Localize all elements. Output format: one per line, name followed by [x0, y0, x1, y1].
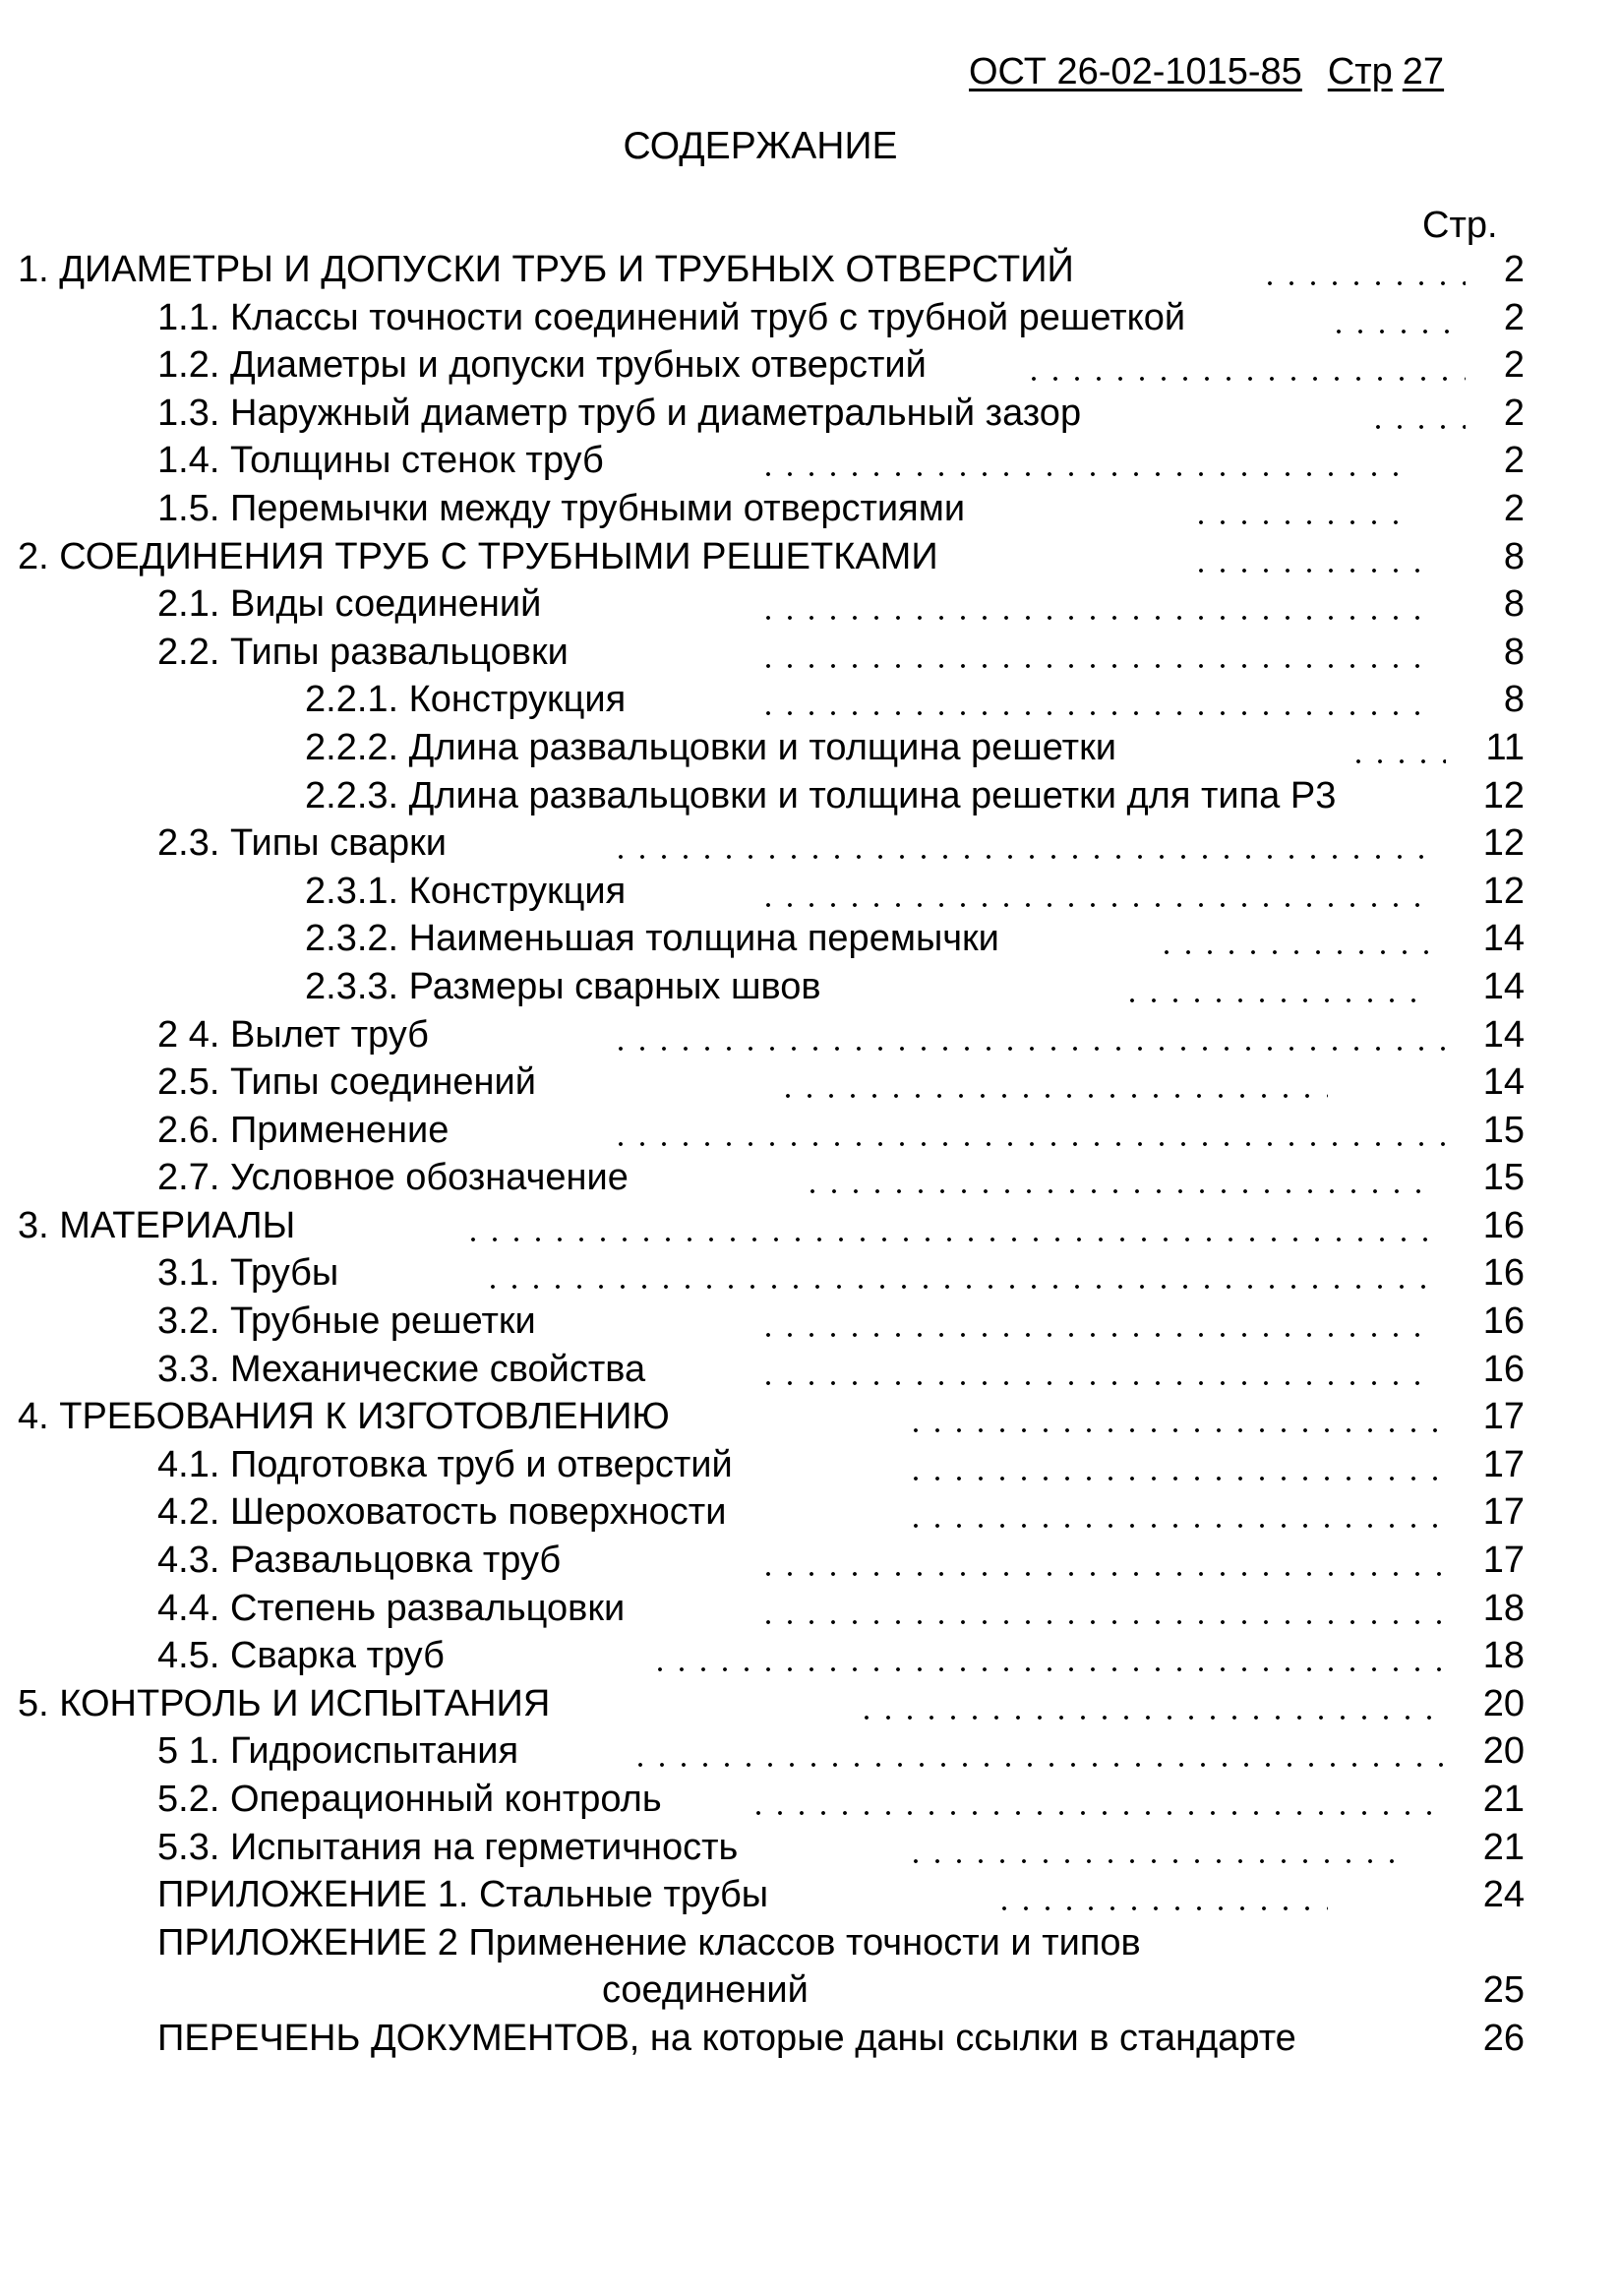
toc-entry-page: 21 — [1482, 1826, 1525, 1868]
dot-leader — [757, 1346, 1436, 1394]
toc-entry — [0, 390, 1619, 438]
toc-entry — [0, 1632, 1619, 1680]
toc-entry-page: 18 — [1482, 1587, 1525, 1629]
toc-entry — [0, 1537, 1619, 1585]
dot-leader — [777, 1058, 1328, 1107]
toc-entry — [0, 246, 1619, 294]
toc-entry — [0, 1824, 1619, 1872]
toc-entry-title: 1. ДИАМЕТРЫ И ДОПУСКИ ТРУБ И ТРУБНЫХ ОТВЕРСТИЙ — [18, 249, 1074, 290]
toc-entry — [0, 629, 1619, 677]
toc-entry-title: 1.5. Перемычки между трубными отверстиями — [157, 487, 966, 529]
toc-entry-page: 14 — [1482, 918, 1525, 960]
toc-entry — [0, 676, 1619, 724]
toc-entry — [0, 1202, 1619, 1250]
toc-entry-page: 12 — [1482, 774, 1525, 816]
dot-leader — [802, 1154, 1436, 1202]
toc-entry-title: 3. МАТЕРИАЛЫ — [18, 1204, 296, 1246]
dot-leader — [757, 676, 1436, 724]
toc-entry-page: 8 — [1503, 535, 1525, 577]
toc-entry — [0, 772, 1619, 820]
toc-entry-page: 8 — [1503, 679, 1525, 721]
toc-entry — [0, 963, 1619, 1011]
document-code: ОСТ 26-02-1015-85 — [969, 51, 1302, 92]
toc-entry — [0, 1776, 1619, 1824]
toc-entry-page: 17 — [1482, 1396, 1525, 1438]
toc-entry-page: 2 — [1503, 249, 1525, 290]
document-header — [969, 51, 1444, 93]
toc-entry-page: 12 — [1482, 870, 1525, 912]
toc-entry-title: 2.5. Типы соединений — [157, 1061, 536, 1104]
toc-entry-page: 2 — [1503, 344, 1525, 387]
dot-leader — [757, 629, 1436, 677]
toc-entry-title: 2.2.3. Длина развальцовки и толщина решетки для типа Р3 — [305, 774, 1337, 816]
toc-entry-title: 3.3. Механические свойства — [157, 1348, 646, 1390]
dot-leader — [757, 1537, 1456, 1585]
dot-leader — [905, 1441, 1446, 1489]
dot-leader — [1367, 390, 1466, 438]
dot-leader — [757, 1298, 1436, 1346]
toc-entry — [0, 1871, 1619, 1919]
toc-entry-page: 24 — [1482, 1874, 1525, 1916]
toc-entry-page: 17 — [1482, 1491, 1525, 1534]
toc-entry-page: 14 — [1482, 1061, 1525, 1104]
toc-entry-title: 2. СОЕДИНЕНИЯ ТРУБ С ТРУБНЫМИ РЕШЕТКАМИ — [18, 535, 938, 577]
toc-entry-title: 3.1. Трубы — [157, 1252, 339, 1295]
dot-leader — [610, 819, 1436, 868]
dot-leader — [905, 1488, 1446, 1537]
dot-leader — [856, 1680, 1436, 1728]
toc-entry-page: 21 — [1482, 1779, 1525, 1820]
toc-entry — [0, 341, 1619, 390]
toc-entry-title: 2 4. Вылет труб — [157, 1013, 429, 1056]
toc-entry-title: 2.3.3. Размеры сварных швов — [305, 965, 821, 1007]
toc-entry-title: 5.2. Операционный контроль — [157, 1779, 662, 1820]
page-label: Стр — [1327, 51, 1393, 92]
toc-entry-title: 1.4. Толщины стенок труб — [157, 440, 604, 482]
dot-leader — [462, 1202, 1436, 1250]
toc-entry-page: 2 — [1503, 392, 1525, 434]
toc-entry-page: 18 — [1482, 1635, 1525, 1677]
dot-leader — [610, 1011, 1446, 1059]
dot-leader — [610, 1107, 1446, 1155]
toc-entry-page: 2 — [1503, 296, 1525, 338]
dot-leader — [757, 437, 1407, 485]
toc-entry — [0, 1058, 1619, 1107]
toc-entry-page: 8 — [1503, 583, 1525, 626]
toc-entry-page: 16 — [1482, 1252, 1525, 1295]
dot-leader — [1190, 485, 1407, 533]
dot-leader — [649, 1632, 1456, 1680]
toc-entry — [0, 437, 1619, 485]
toc-entry — [0, 1154, 1619, 1202]
toc-entry-title: 5.3. Испытания на герметичность — [157, 1826, 739, 1868]
toc-entry-page: 20 — [1482, 1682, 1525, 1724]
toc-entry-title: 2.2.2. Длина развальцовки и толщина решетки — [305, 726, 1116, 768]
dot-leader — [757, 868, 1436, 916]
toc-entry-page: 17 — [1482, 1443, 1525, 1485]
toc-entry — [0, 533, 1619, 581]
dot-leader — [748, 1776, 1436, 1824]
page-number: 27 — [1402, 51, 1445, 92]
toc-entry-page: 12 — [1482, 822, 1525, 865]
toc-entry — [0, 1680, 1619, 1728]
toc-entry-title: ПЕРЕЧЕНЬ ДОКУМЕНТОВ, на которые даны ссылки в стандарте — [157, 2017, 1296, 2059]
dot-leader — [1259, 246, 1466, 294]
toc-entry-page: 15 — [1482, 1157, 1525, 1199]
dot-leader — [1023, 341, 1466, 390]
toc-entry — [0, 868, 1619, 916]
toc-entry-title: ПРИЛОЖЕНИЕ 1. Стальные трубы — [157, 1874, 769, 1916]
toc-entry-page: 17 — [1482, 1540, 1525, 1582]
dot-leader — [630, 1727, 1456, 1776]
toc-entry-page: 14 — [1482, 1013, 1525, 1056]
toc-entry-title: 4.5. Сварка труб — [157, 1635, 445, 1677]
toc-entry — [0, 294, 1619, 342]
toc-entry-title: 2.6. Применение — [157, 1109, 450, 1151]
dot-leader — [482, 1249, 1436, 1298]
page-column-heading: Стр. — [1422, 205, 1498, 246]
toc-entry-title: 1.2. Диаметры и допуски трубных отверстий — [157, 344, 927, 387]
toc-entry-page: 15 — [1482, 1109, 1525, 1151]
toc-entry-title: 5. КОНТРОЛЬ И ИСПЫТАНИЯ — [18, 1682, 551, 1724]
toc-entry-title: 2.1. Виды соединений — [157, 583, 542, 626]
toc-entry-title: соединений — [602, 1969, 809, 2012]
toc-entry-title: 1.1. Классы точности соединений труб с трубной решеткой — [157, 296, 1186, 338]
toc-entry-page: 16 — [1482, 1204, 1525, 1246]
dot-leader — [1348, 724, 1446, 772]
toc-entry — [0, 1298, 1619, 1346]
dot-leader — [993, 1871, 1328, 1919]
toc-entry — [0, 1011, 1619, 1059]
toc-entry-page: 14 — [1482, 965, 1525, 1007]
dot-leader — [1328, 294, 1466, 342]
toc-entry — [0, 1249, 1619, 1298]
toc-entry — [0, 2015, 1619, 2063]
dot-leader — [757, 580, 1436, 629]
toc-entry-page: 2 — [1503, 440, 1525, 482]
toc-entry-title: 3.2. Трубные решетки — [157, 1300, 536, 1343]
toc-entry-title: 4.3. Развальцовка труб — [157, 1540, 562, 1582]
dot-leader — [905, 1393, 1446, 1441]
dot-leader — [1190, 533, 1436, 581]
toc-entry-title: 4. ТРЕБОВАНИЯ К ИЗГОТОВЛЕНИЮ — [18, 1396, 670, 1438]
dot-leader — [1156, 915, 1436, 963]
toc-entry — [0, 1107, 1619, 1155]
toc-entry — [0, 1585, 1619, 1633]
dot-leader — [757, 1585, 1456, 1633]
toc-entry — [0, 1441, 1619, 1489]
table-of-contents — [0, 246, 1619, 2063]
dot-leader — [1121, 963, 1416, 1011]
toc-entry-page: 2 — [1503, 487, 1525, 529]
toc-entry-page: 11 — [1485, 726, 1525, 768]
toc-entry-title: 5 1. Гидроиспытания — [157, 1730, 519, 1773]
toc-entry-page: 26 — [1482, 2017, 1525, 2059]
toc-entry — [0, 1488, 1619, 1537]
toc-entry — [0, 724, 1619, 772]
toc-entry-page: 8 — [1503, 631, 1525, 673]
toc-entry-page: 25 — [1482, 1969, 1525, 2012]
toc-entry — [0, 1727, 1619, 1776]
toc-entry-title: 1.3. Наружный диаметр труб и диаметральный зазор — [157, 392, 1082, 434]
toc-entry-title: 2.7. Условное обозначение — [157, 1157, 629, 1199]
toc-entry — [0, 1919, 1619, 1967]
toc-entry-continuation — [0, 1966, 1619, 2015]
dot-leader — [905, 1824, 1397, 1872]
toc-entry — [0, 1393, 1619, 1441]
toc-entry-title: 2.2. Типы развальцовки — [157, 631, 569, 673]
page-title: СОДЕРЖАНИЕ — [623, 125, 898, 167]
toc-entry-page: 16 — [1482, 1348, 1525, 1390]
toc-entry — [0, 485, 1619, 533]
toc-entry — [0, 1346, 1619, 1394]
toc-entry-title: 4.2. Шероховатость поверхности — [157, 1491, 727, 1534]
toc-entry — [0, 915, 1619, 963]
toc-entry-title: 2.3.1. Конструкция — [305, 870, 627, 912]
toc-entry-title: 2.3.2. Наименьшая толщина перемычки — [305, 918, 999, 960]
toc-entry-title: 2.3. Типы сварки — [157, 822, 448, 865]
toc-entry-page: 16 — [1482, 1300, 1525, 1343]
toc-entry-title: 4.1. Подготовка труб и отверстий — [157, 1443, 733, 1485]
toc-entry-page: 20 — [1482, 1730, 1525, 1773]
toc-entry-title: ПРИЛОЖЕНИЕ 2 Применение классов точности и типов — [157, 1921, 1141, 1964]
toc-entry-title: 4.4. Степень развальцовки — [157, 1587, 626, 1629]
toc-entry — [0, 819, 1619, 868]
toc-entry-title: 2.2.1. Конструкция — [305, 679, 627, 721]
toc-entry — [0, 580, 1619, 629]
